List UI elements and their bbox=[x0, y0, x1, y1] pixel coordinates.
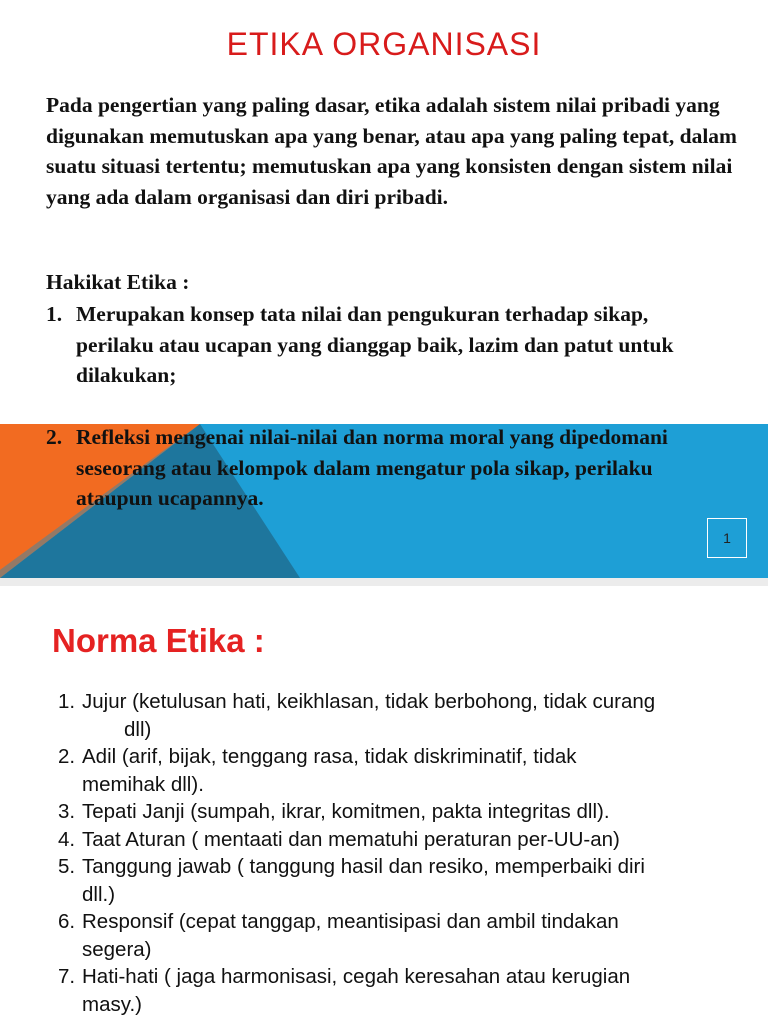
page-number: 1 bbox=[723, 530, 731, 546]
hakikat-item-2 bbox=[46, 422, 726, 514]
norma-list bbox=[58, 688, 748, 1018]
list-item bbox=[58, 908, 748, 963]
item-number: 5. bbox=[58, 855, 76, 878]
item-line: dll.) bbox=[82, 882, 116, 906]
list-item bbox=[58, 798, 748, 826]
slide-title: Norma Etika : bbox=[52, 622, 265, 659]
item-text: Refleksi mengenai nilai-nilai dan norma moral yang dipedomani seseorang atau kelompok dalam mengatur pola sikap, perilaku ataupun ucapannya. bbox=[76, 425, 668, 510]
item-number: 1. bbox=[46, 302, 63, 326]
item-number: 4. bbox=[58, 827, 76, 851]
item-line: masy.) bbox=[82, 992, 142, 1016]
item-number: 1. bbox=[58, 690, 76, 713]
item-number: 2. bbox=[58, 745, 76, 768]
item-number: 3. bbox=[58, 800, 76, 823]
item-number: 2. bbox=[46, 425, 63, 449]
item-number: 7. bbox=[58, 965, 76, 988]
item-line: memihak dll). bbox=[82, 772, 204, 796]
item-line: Jujur (ketulusan hati, keikhlasan, tidak berbohong, tidak curang bbox=[82, 690, 656, 713]
item-line: Responsif (cepat tanggap, meantisipasi dan ambil tindakan bbox=[82, 910, 619, 933]
item-text: Merupakan konsep tata nilai dan pengukuran terhadap sikap, perilaku atau ucapan yang dianggap baik, lazim dan patut untuk dilakukan; bbox=[76, 302, 674, 387]
item-line: Tanggung jawab ( tanggung hasil dan resiko, memperbaiki diri bbox=[82, 855, 645, 878]
slide-title: ETIKA ORGANISASI bbox=[226, 26, 542, 62]
list-item bbox=[58, 743, 748, 798]
hakikat-item-1 bbox=[46, 299, 726, 391]
item-number: 6. bbox=[58, 910, 76, 933]
list-item bbox=[58, 963, 748, 1018]
list-item bbox=[58, 826, 748, 854]
list-item bbox=[58, 688, 748, 743]
slide-2 bbox=[0, 578, 768, 1024]
item-line: Adil (arif, bijak, tenggang rasa, tidak diskriminatif, tidak bbox=[82, 745, 577, 768]
item-line: segera) bbox=[82, 937, 152, 961]
item-line: Tepati Janji (sumpah, ikrar, komitmen, pakta integritas dll). bbox=[82, 800, 610, 823]
item-line: Hati-hati ( jaga harmonisasi, cegah keresahan atau kerugian bbox=[82, 965, 631, 988]
item-line: Taat Aturan ( mentaati dan mematuhi peraturan per-UU-an) bbox=[82, 827, 620, 851]
intro-paragraph: Pada pengertian yang paling dasar, etika adalah sistem nilai pribadi yang digunakan memutuskan apa yang benar, atau apa yang paling tepat, dalam suatu situasi tertentu; memutuskan apa yang konsisten dengan sistem nilai yang ada dalam organisasi dan diri pribadi. bbox=[46, 93, 737, 209]
item-line: dll) bbox=[124, 717, 152, 741]
list-item bbox=[58, 853, 748, 908]
page-number-box bbox=[707, 518, 747, 558]
hakikat-heading: Hakikat Etika : bbox=[46, 270, 190, 294]
